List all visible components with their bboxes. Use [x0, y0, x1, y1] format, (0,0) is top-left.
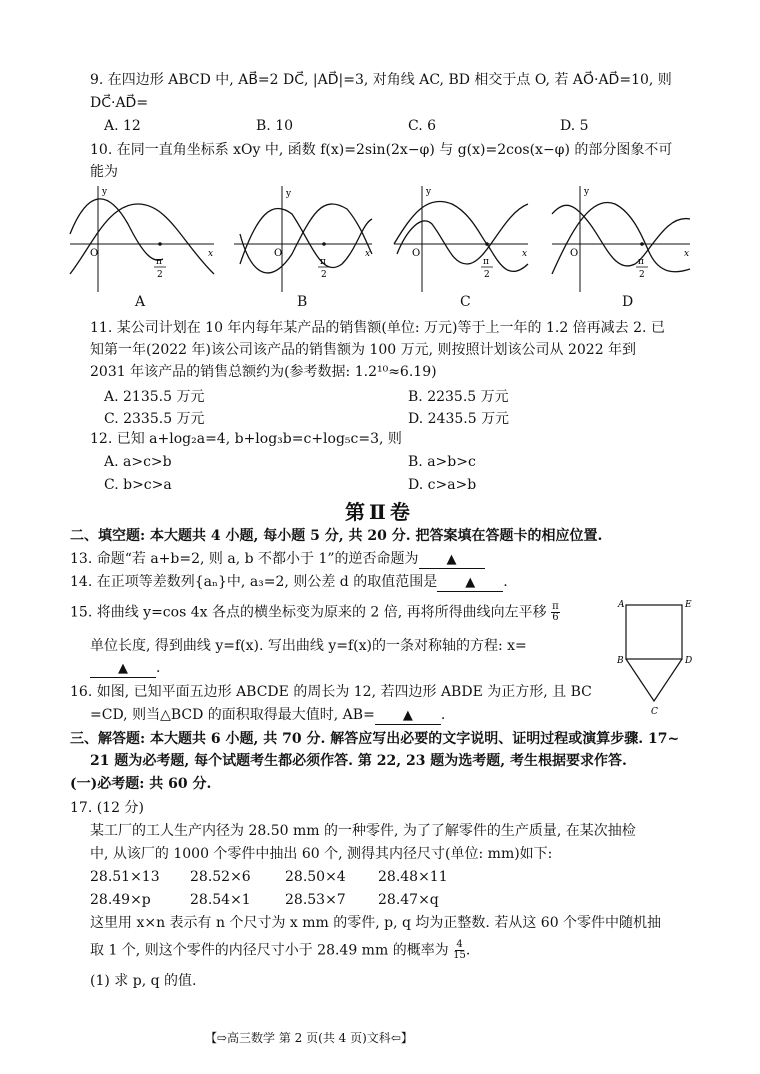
probability-fraction: $\frac{4}{15}$: [453, 939, 466, 961]
svg-text:y: y: [286, 189, 292, 199]
section3-line2: 21 题为必考题, 每个试题考生都必须作答. 第 22, 23 题为选考题, 考生根据要求作答.: [90, 753, 627, 769]
graph-b-label: B: [297, 294, 308, 310]
answer-blank: ▲: [375, 708, 441, 725]
q11-line2: 知第一年(2022 年)该公司该产品的销售额为 100 万元, 则按照计划该公司从 2022 年到: [90, 342, 637, 358]
q17-line1: 某工厂的工人生产内径为 28.50 mm 的一种零件, 为了了解零件的生产质量, 在某次抽检: [90, 823, 636, 839]
svg-text:2: 2: [157, 270, 163, 280]
data-cell: 28.50×4: [285, 869, 346, 885]
graph-d: [550, 184, 695, 294]
svg-text:x: x: [365, 249, 371, 259]
data-cell: 28.53×7: [285, 892, 346, 908]
q10-line2: 能为: [90, 164, 118, 180]
answer-blank: ▲: [419, 552, 485, 569]
q13: 13. 命题“若 a+b=2, 则 a, b 不都小于 1”的逆否命题为 ▲: [70, 551, 485, 569]
svg-text:x: x: [522, 249, 528, 259]
svg-text:2: 2: [639, 270, 645, 280]
graph-a: [68, 184, 218, 294]
q15-line2: 单位长度, 得到曲线 y=f(x). 写出曲线 y=f(x)的一条对称轴的方程: x=: [90, 638, 527, 654]
q16-line1: 16. 如图, 已知平面五边形 ABCDE 的周长为 12, 若四边形 ABDE 为正方形, 且 BC: [70, 684, 592, 700]
svg-text:π: π: [156, 257, 162, 267]
q17-sub1: (1) 求 p, q 的值.: [90, 973, 197, 989]
q15-fraction: $\frac{\pi}{6}$: [552, 601, 559, 623]
data-cell: 28.49×p: [90, 892, 151, 908]
q12-option-a: A. a>c>b: [104, 454, 172, 470]
data-cell: 28.48×11: [378, 869, 448, 885]
q12-line1: 12. 已知 a+log₂a=4, b+log₃b=c+log₅c=3, 则: [90, 431, 402, 447]
q11-option-c: C. 2335.5 万元: [104, 411, 205, 427]
q9-option-d: D. 5: [560, 118, 589, 134]
required-heading: (一)必考题: 共 60 分.: [70, 776, 212, 792]
svg-text:x: x: [684, 249, 690, 259]
q9-option-a: A. 12: [104, 118, 141, 134]
section2-heading: 二、填空题: 本大题共 4 小题, 每小题 5 分, 共 20 分. 把答案填在答题卡的相应位置.: [70, 528, 603, 544]
data-cell: 28.54×1: [190, 892, 251, 908]
pentagon-figure: [612, 597, 702, 722]
svg-text:O: O: [274, 248, 283, 259]
graph-d-label: D: [622, 294, 634, 310]
q17-line4: 取 1 个, 则这个零件的内径尺寸小于 28.49 mm 的概率为 $\frac{4}{15}$ .: [90, 939, 471, 961]
q9-option-b: B. 10: [256, 118, 294, 134]
q12-option-d: D. c>a>b: [408, 477, 477, 493]
fig-label-e: E: [685, 600, 692, 610]
graph-c-label: C: [460, 294, 471, 310]
q9-option-c: C. 6: [408, 118, 437, 134]
part2-title: 第Ⅱ卷: [345, 500, 414, 524]
svg-text:O: O: [570, 248, 579, 259]
q9-line2: DC⃗·AD⃗=: [90, 95, 149, 111]
data-cell: 28.52×6: [190, 869, 251, 885]
svg-text:O: O: [412, 248, 421, 259]
data-cell: 28.47×q: [378, 892, 439, 908]
q11-option-d: D. 2435.5 万元: [408, 411, 510, 427]
q10-line1: 10. 在同一直角坐标系 xOy 中, 函数 f(x)=2sin(2x−φ) 与 g(x)=2cos(x−φ) 的部分图象不可: [90, 142, 673, 158]
answer-blank: ▲: [90, 661, 156, 678]
svg-text:π: π: [638, 257, 644, 267]
svg-text:π: π: [483, 257, 489, 267]
fig-label-c: C: [651, 707, 658, 717]
q12-option-c: C. b>c>a: [104, 477, 172, 493]
q11-line1: 11. 某公司计划在 10 年内每年某产品的销售额(单位: 万元)等于上一年的 1.2 倍再减去 2. 已: [90, 320, 665, 336]
fig-label-a: A: [618, 600, 625, 610]
graph-b: [232, 184, 377, 294]
data-cell: 28.51×13: [90, 869, 160, 885]
page-footer: 【⇨高三数学 第 2 页(共 4 页)文科⇦】: [205, 1031, 413, 1045]
q17-head: 17. (12 分): [70, 800, 144, 816]
q9-line1: 9. 在四边形 ABCD 中, AB⃗=2 DC⃗, |AD⃗|=3, 对角线 AC, BD 相交于点 O, 若 AO⃗·AD⃗=10, 则: [90, 72, 672, 88]
section3-line1: 三、解答题: 本大题共 6 小题, 共 70 分. 解答应写出必要的文字说明、证明过程或演算步骤. 17~: [70, 731, 680, 747]
svg-text:y: y: [584, 187, 590, 197]
axis-y-label: y: [102, 187, 108, 197]
svg-text:2: 2: [321, 270, 327, 280]
q15-line1: 15. 将曲线 y=cos 4x 各点的横坐标变为原来的 2 倍, 再将所得曲线向左平移 $\frac{\pi}{6}$: [70, 601, 559, 623]
svg-text:π: π: [320, 257, 326, 267]
q14: 14. 在正项等差数列{aₙ}中, a₃=2, 则公差 d 的取值范围是 ▲ .: [70, 574, 508, 590]
svg-text:2: 2: [484, 270, 490, 280]
graph-a-label: A: [135, 294, 146, 310]
graph-c: [392, 184, 532, 294]
q16-line2: =CD, 则当△BCD 的面积取得最大值时, AB= ▲ .: [90, 707, 446, 723]
q11-option-b: B. 2235.5 万元: [408, 389, 509, 405]
q17-line3: 这里用 x×n 表示有 n 个尺寸为 x mm 的零件, p, q 均为正整数. 若从这 60 个零件中随机抽: [90, 915, 662, 931]
svg-text:y: y: [426, 187, 432, 197]
q11-option-a: A. 2135.5 万元: [104, 389, 205, 405]
q12-option-b: B. a>b>c: [408, 454, 476, 470]
q11-line3: 2031 年该产品的销售总额约为(参考数据: 1.2¹⁰≈6.19): [90, 364, 437, 380]
svg-text:O: O: [90, 248, 99, 259]
fig-label-b: B: [617, 656, 624, 666]
answer-blank: ▲: [437, 575, 503, 592]
fig-label-d: D: [685, 656, 693, 666]
svg-text:x: x: [208, 249, 214, 259]
q17-line2: 中, 从该厂的 1000 个零件中抽出 60 个, 测得其内径尺寸(单位: mm)如下:: [90, 846, 553, 862]
q15-line3: ▲ .: [90, 660, 160, 678]
